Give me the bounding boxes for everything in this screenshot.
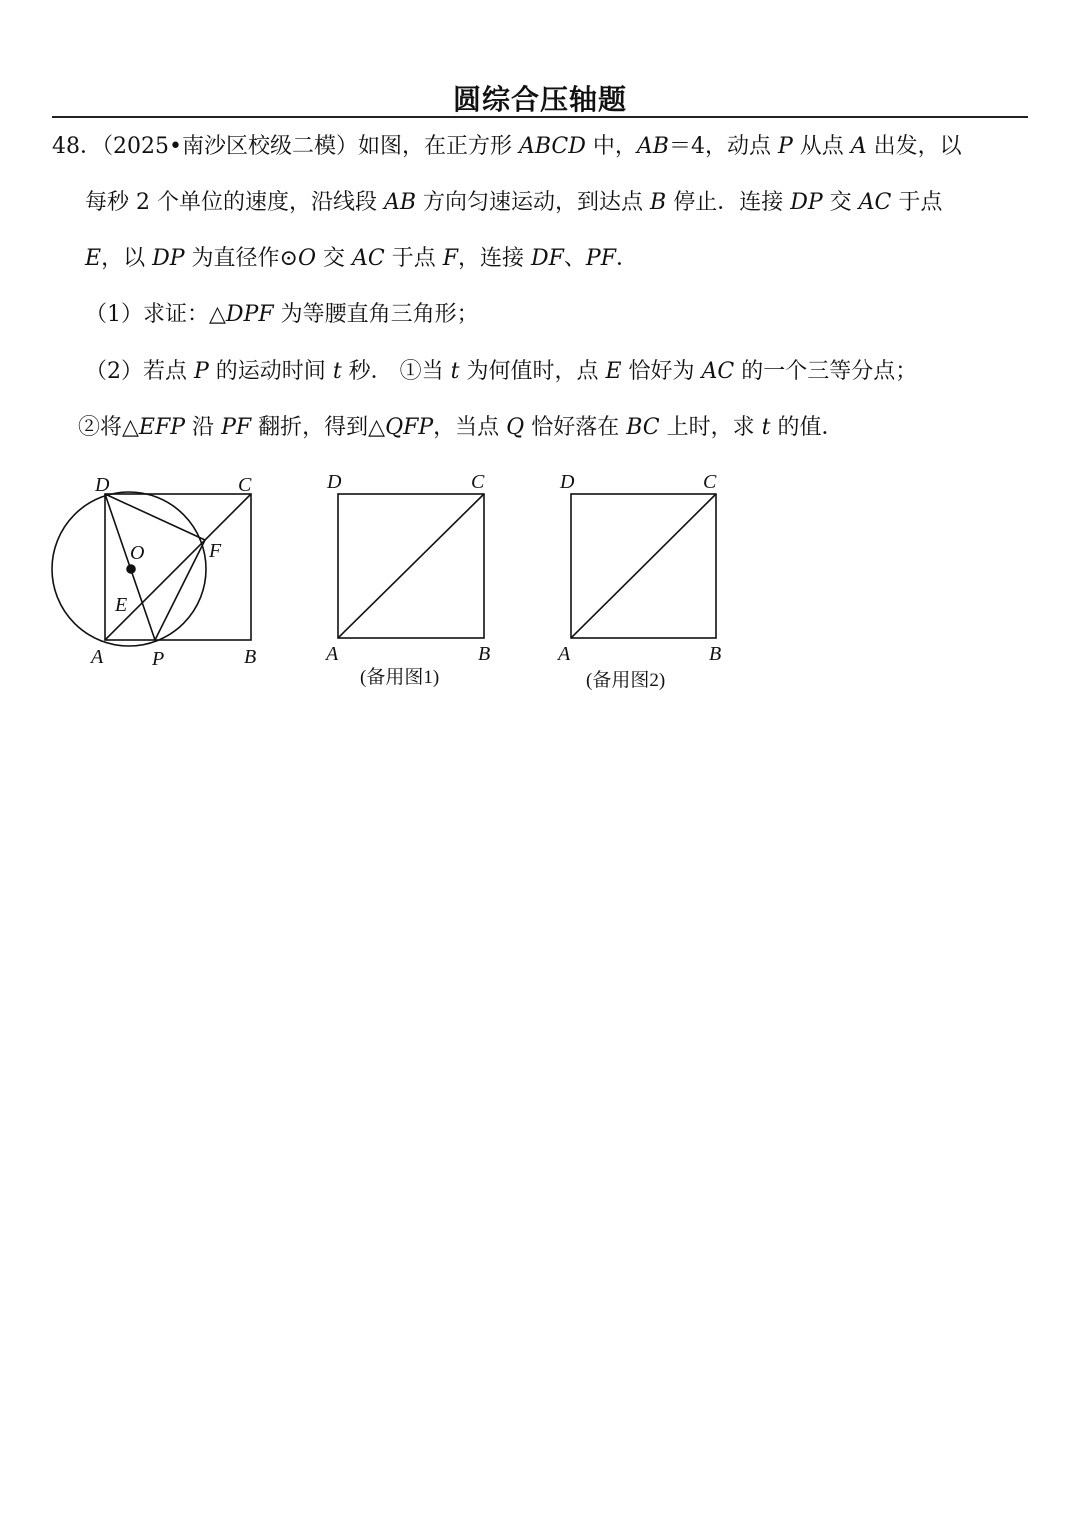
math-var: PF (221, 415, 252, 440)
problem-part-1 (85, 300, 479, 330)
text: （1）求证：△ (85, 302, 226, 327)
geometry-figures (40, 460, 760, 700)
caption-spare-1: (备用图1) (360, 667, 440, 688)
math-var: O (297, 246, 316, 271)
text: 翻折，得到△ (251, 415, 386, 440)
math-var: DP (152, 246, 185, 271)
math-var: AC (352, 246, 385, 271)
diagonal-ac-spare-2 (571, 494, 716, 638)
text: （2）若点 (85, 359, 194, 384)
text: 交 (316, 246, 352, 271)
math-var: t (761, 415, 771, 440)
problem-line-3 (85, 244, 638, 274)
math-var: DF (531, 246, 564, 271)
text: 方向匀速运动，到达点 (416, 190, 651, 215)
math-var: t (332, 359, 342, 384)
problem-source: （2025•南沙区校级二模） (102, 134, 358, 159)
text: 的运动时间 (208, 359, 333, 384)
label-b-spare-2: B (709, 643, 722, 665)
text: 上时，求 (659, 415, 762, 440)
text: ②将△ (78, 415, 139, 440)
math-var: AB (636, 134, 669, 159)
text: 恰好落在 (524, 415, 627, 440)
text: 中， (585, 134, 637, 159)
problem-part-2 (85, 357, 917, 387)
math-var: B (650, 190, 667, 215)
label-d-spare-2: D (560, 471, 575, 493)
text: 从点 (792, 134, 851, 159)
math-var: E (605, 359, 622, 384)
label-a: A (91, 646, 104, 668)
label-b: B (244, 646, 257, 668)
text: 秒． ①当 (341, 359, 451, 384)
text: 恰好为 (621, 359, 702, 384)
spare-figure-1-labels (324, 471, 490, 665)
label-c: C (238, 474, 252, 496)
text: 、 (563, 246, 586, 271)
label-o: O (130, 542, 145, 564)
page-title: 圆综合压轴题 (452, 83, 627, 116)
caption-spare-2: (备用图2) (586, 670, 666, 691)
label-p: P (152, 648, 165, 670)
text: 沿 (185, 415, 222, 440)
math-var: A (850, 134, 867, 159)
math-var: AB (383, 190, 417, 215)
text: 的一个三等分点； (734, 359, 918, 384)
math-var: t (450, 359, 460, 384)
math-var: DPF (225, 302, 274, 327)
problem-line-2 (85, 188, 942, 218)
text: 于点 (384, 246, 443, 271)
math-var: EFP (138, 415, 186, 440)
math-var: ABCD (518, 134, 586, 159)
text: ＝4，动点 (668, 134, 778, 159)
text: 每秒 2 个单位的速度，沿线段 (85, 190, 384, 215)
text: 的值． (770, 415, 844, 440)
text: ． (616, 246, 639, 271)
math-var: AC (701, 359, 735, 384)
text: 于点 (891, 190, 943, 215)
problem-number: 48． (52, 134, 102, 159)
text: 停止．连接 (666, 190, 791, 215)
title-divider (52, 116, 1028, 118)
text: 为直径作⊙ (184, 246, 298, 271)
label-e: E (115, 594, 128, 616)
math-var: F (442, 246, 458, 271)
diagonal-ac-spare-1 (338, 494, 484, 638)
math-var: BC (626, 415, 660, 440)
label-a-spare-2: A (558, 643, 571, 665)
segment-df (105, 494, 205, 540)
spare-figure-2 (571, 494, 716, 638)
spare-figure-1 (338, 494, 484, 638)
center-dot (127, 565, 135, 573)
text: 出发，以 (866, 134, 962, 159)
math-var: DP (790, 190, 823, 215)
math-var: Q (506, 415, 525, 440)
problem-part-2-sub (78, 413, 843, 443)
label-c-spare-2: C (703, 471, 717, 493)
label-d: D (95, 474, 110, 496)
label-d-spare-1: D (327, 471, 342, 493)
label-a-spare-1: A (326, 643, 339, 665)
label-f: F (209, 540, 222, 562)
text: 交 (822, 190, 859, 215)
label-b-spare-1: B (478, 643, 491, 665)
math-var: P (777, 134, 793, 159)
problem-line-1 (52, 132, 962, 162)
text: 为等腰直角三角形； (273, 302, 479, 327)
math-var: E (85, 246, 102, 271)
spare-figure-2-labels (556, 471, 721, 665)
text: ，以 (101, 246, 153, 271)
text: 如图，在正方形 (357, 134, 519, 159)
math-var: PF (585, 246, 616, 271)
segment-pf (155, 540, 205, 640)
math-var: QFP (385, 415, 434, 440)
text: ，当点 (433, 415, 507, 440)
math-var: AC (858, 190, 892, 215)
main-figure (52, 492, 251, 646)
text: 为何值时，点 (459, 359, 606, 384)
text: ，连接 (458, 246, 531, 271)
label-c-spare-1: C (471, 471, 485, 493)
math-var: P (194, 359, 209, 384)
